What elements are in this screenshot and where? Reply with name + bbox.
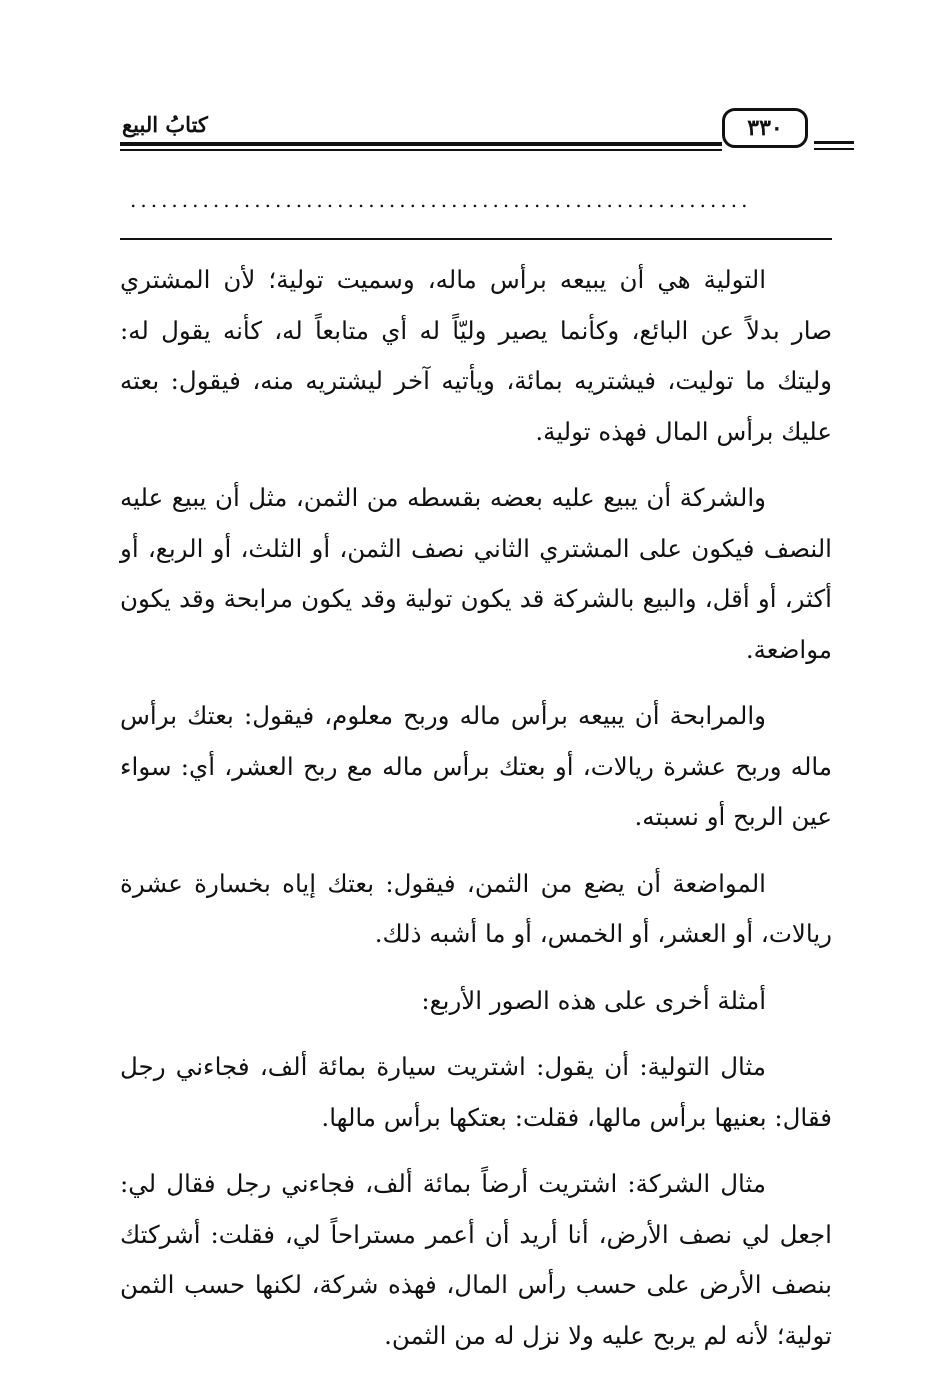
paragraph-muwadaa: المواضعة أن يضع من الثمن، فيقول: بعتك إياه بخسارة عشرة ريالات، أو العشر، أو الخمس، أو ما أشبه ذلك. [120,868,832,948]
main-text [120,255,832,1377]
header-tail-rule-lower [814,148,854,150]
paragraph-examples-heading: أمثلة أخرى على هذه الصور الأربع: [421,985,766,1015]
paragraph-tawliya-example: مثال التولية: أن يقول: اشتريت سيارة بمائة ألف، فجاءني رجل فقال: بعنيها برأس مالها، فقلت: بعتكها برأس مالها. [120,1052,832,1132]
paragraph-sharika: والشركة أن يبيع عليه بعضه بقسطه من الثمن، مثل أن يبيع عليه النصف فيكون على المشتري الثاني نصف الثمن، أو الثلث، أو الربع، أو أكثر، أو أقل، والبيع بالشركة قد يكون تولية وقد يكون مرابحة وقد يكون مواضعة. [120,483,832,664]
paragraph-murabaha: والمرابحة أن يبيعه برأس ماله وربح معلوم، فيقول: بعتك برأس ماله وربح عشرة ريالات، أو بعتك برأس ماله مع ربح العشر، أي: سواء عين الربح أو نسبته. [120,701,832,831]
header-rule-thin [120,149,722,151]
book-title: كتابُ البيع [122,112,208,137]
page-number: ٣٣٠ [722,108,808,148]
paragraph-sharika-example: مثال الشركة: اشتريت أرضاً بمائة ألف، فجاءني رجل فقال لي: اجعل لي نصف الأرض، أنا أريد أن أعمر مستراحاً لي، فقلت: أشركتك بنصف الأرض على حسب رأس المال، فهذه شركة، لكنها حسب الثمن تولية؛ لأنه لم يربح عليه ولا نزل له من الثمن. [120,1169,832,1350]
paragraph-tawliya: التولية هي أن يبيعه برأس ماله، وسميت تولية؛ لأن المشتري صار بدلاً عن البائع، وكأنما يصير وليّاً له أي متابعاً له، كأنه يقول له: وليتك ما توليت، فيشتريه بمائة، ويأتيه آخر ليشتريه منه، فيقول: بعته عليك برأس المال فهذه تولية. [120,265,832,446]
header-rule-thick [120,142,722,146]
dotted-line: ............................................................ [130,190,752,210]
separator-line [120,238,832,240]
header-tail-rule [814,141,854,144]
page-header [120,108,832,160]
